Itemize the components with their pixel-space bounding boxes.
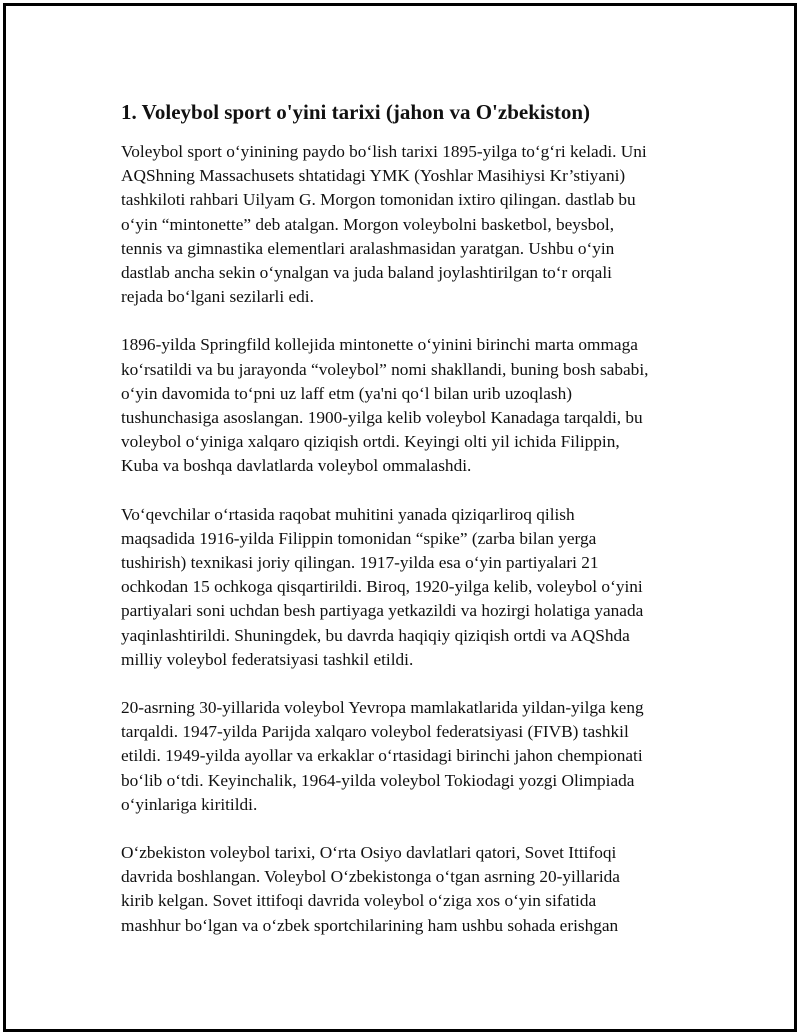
text-line: mashhur bo‘lgan va o‘zbek sportchilarining ham ushbu sohada erishgan: [121, 915, 619, 935]
text-line: kirib kelgan. Sovet ittifoqi davrida voleybol o‘ziga xos o‘yin sifatida: [121, 891, 597, 911]
text-line: bo‘lib o‘tdi. Keyinchalik, 1964-yilda voleybol Tokiodagi yozgi Olimpiada: [121, 770, 635, 790]
text-line: o‘yin “mintonette” deb atalgan. Morgon voleybolni basketbol, beysbol,: [121, 214, 615, 234]
text-line: tushirish) texnikasi joriy qilingan. 1917-yilda esa o‘yin partiyalari 21: [121, 553, 599, 573]
text-line: yaqinlashtirildi. Shuningdek, bu davrda haqiqiy qiziqish ortdi va AQShda: [121, 625, 630, 645]
text-line: Vo‘qevchilar o‘rtasida raqobat muhitini yanada qiziqarliroq qilish: [121, 504, 575, 524]
document-body: [121, 98, 701, 962]
text-line: etildi. 1949-yilda ayollar va erkaklar o‘rtasidagi birinchi jahon chempionati: [121, 746, 643, 766]
paragraph-history-origin: [121, 140, 701, 309]
text-line: maqsadida 1916-yilda Filippin tomonidan “spike” (zarba bilan yerga: [121, 528, 597, 548]
text-line: dastlab ancha sekin o‘ynalgan va juda baland joylashtirilgan to‘r orqali: [121, 263, 612, 283]
text-line: tashkiloti rahbari Uilyam G. Morgon tomonidan ixtiro qilingan. dastlab bu: [121, 190, 636, 210]
text-line: tennis va gimnastika elementlari aralashmasidan yaratgan. Ushbu o‘yin: [121, 238, 615, 258]
paragraph-uzbekistan-history: [121, 841, 701, 938]
text-line: Voleybol sport o‘yinining paydo bo‘lish tarixi 1895-yilga to‘g‘ri keladi. Uni: [121, 142, 647, 161]
text-line: ko‘rsatildi va bu jarayonda “voleybol” nomi shakllandi, buning bosh sababi,: [121, 359, 649, 379]
text-line: milliy voleybol federatsiyasi tashkil etildi.: [121, 649, 414, 669]
text-line: ochkodan 15 ochkoga qisqartirildi. Biroq, 1920-yilga kelib, voleybol o‘yini: [121, 577, 643, 597]
text-line: O‘zbekiston voleybol tarixi, O‘rta Osiyo davlatlari qatori, Sovet Ittifoqi: [121, 843, 617, 863]
text-line: davrida boshlangan. Voleybol O‘zbekistonga o‘tgan asrning 20-yillarida: [121, 867, 620, 887]
paragraph-spike-technique: [121, 503, 701, 672]
text-line: tushunchasiga asoslangan. 1900-yilga kelib voleybol Kanadaga tarqaldi, bu: [121, 408, 643, 428]
text-line: partiyalari soni uchdan besh partiyaga yetkazildi va hozirgi holatiga yanada: [121, 601, 644, 621]
text-line: rejada bo‘lgani sezilarli edi.: [121, 287, 314, 307]
paragraph-1896-springfield: [121, 333, 701, 478]
text-line: voleybol o‘yiniga xalqaro qiziqish ortdi. Keyingi olti yil ichida Filippin,: [121, 432, 620, 452]
text-line: Kuba va boshqa davlatlarda voleybol ommalashdi.: [121, 456, 472, 476]
document-title: 1. Voleybol sport o'yini tarixi (jahon va O'zbekiston): [121, 100, 591, 124]
page-frame: [3, 3, 797, 1032]
text-line: o‘yin davomida to‘pni uz laff etm (ya'ni qo‘l bilan urib uzoqlash): [121, 383, 573, 403]
text-line: o‘yinlariga kiritildi.: [121, 794, 258, 814]
text-line: 1896-yilda Springfild kollejida mintonette o‘yinini birinchi marta ommaga: [121, 335, 638, 355]
paragraph-europe-fivb: [121, 696, 701, 817]
text-line: tarqaldi. 1947-yilda Parijda xalqaro voleybol federatsiyasi (FIVB) tashkil: [121, 722, 629, 742]
text-line: 20-asrning 30-yillarida voleybol Yevropa mamlakatlarida yildan-yilga keng: [121, 698, 644, 718]
text-line: AQShning Massachusets shtatidagi YMK (Yoshlar Masihiysi Kr’stiyani): [121, 166, 626, 186]
